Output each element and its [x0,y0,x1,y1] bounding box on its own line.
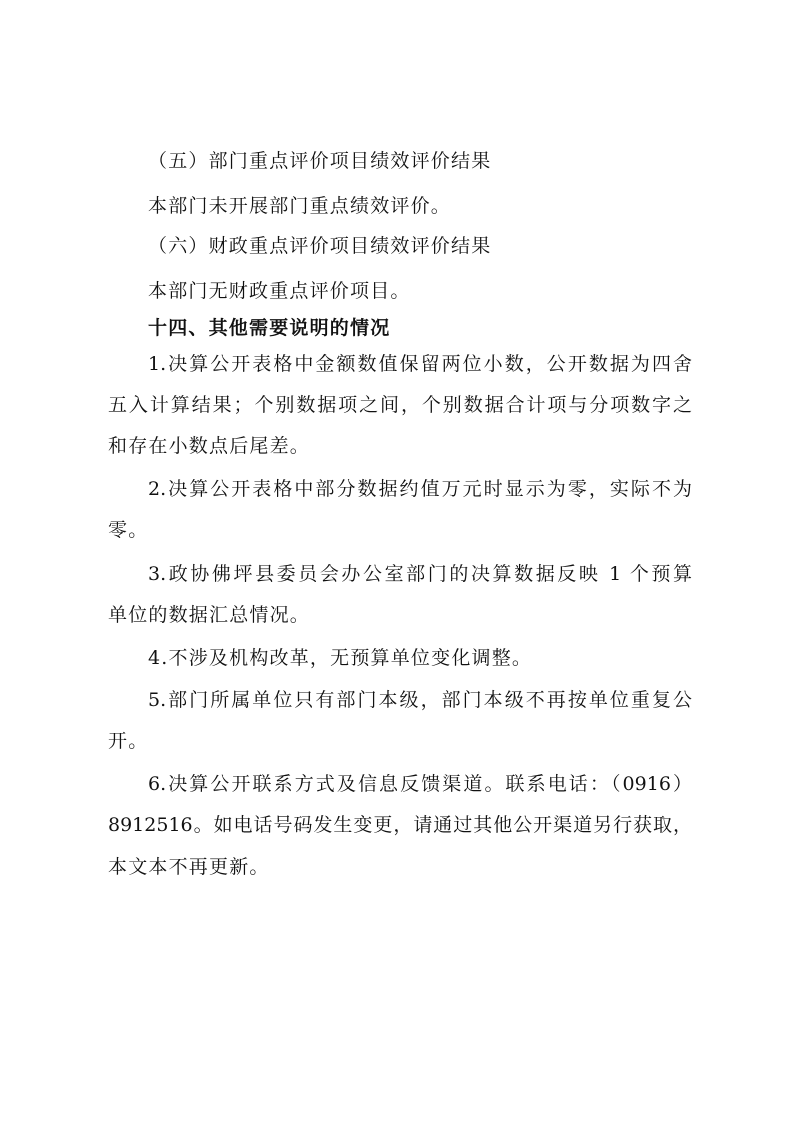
section-6-body: 本部门无财政重点评价项目。 [148,280,411,302]
item-5-line-2: 开。 [108,730,149,752]
item-1-line-2: 五入计算结果；个别数据项之间，个别数据合计项与分项数字之 [108,394,692,416]
item-3-line-2: 单位的数据汇总情况。 [108,604,311,626]
item-6-line-1: 6.决算公开联系方式及信息反馈渠道。联系电话：（0916） [148,773,692,795]
item-3-line-1: 3.政协佛坪县委员会办公室部门的决算数据反映 1 个预算 [148,563,692,585]
item-5-line-1: 5.部门所属单位只有部门本级，部门本级不再按单位重复公 [148,689,692,711]
item-1-line-3: 和存在小数点后尾差。 [108,435,311,457]
item-6-line-3: 本文本不再更新。 [108,856,270,878]
item-4-line-1: 4.不涉及机构改革，无预算单位变化调整。 [148,647,533,669]
section-5-body: 本部门未开展部门重点绩效评价。 [148,195,452,217]
section-14-heading: 十四、其他需要说明的情况 [148,317,391,339]
section-5-heading: （五）部门重点评价项目绩效评价结果 [148,150,492,172]
item-6-line-2: 8912516。如电话号码发生变更，请通过其他公开渠道另行获取， [108,814,692,836]
item-2-line-1: 2.决算公开表格中部分数据约值万元时显示为零，实际不为 [148,478,692,500]
item-2-line-2: 零。 [108,519,149,541]
item-1-line-1: 1.决算公开表格中金额数值保留两位小数，公开数据为四舍 [148,353,692,375]
section-6-heading: （六）财政重点评价项目绩效评价结果 [148,235,492,257]
